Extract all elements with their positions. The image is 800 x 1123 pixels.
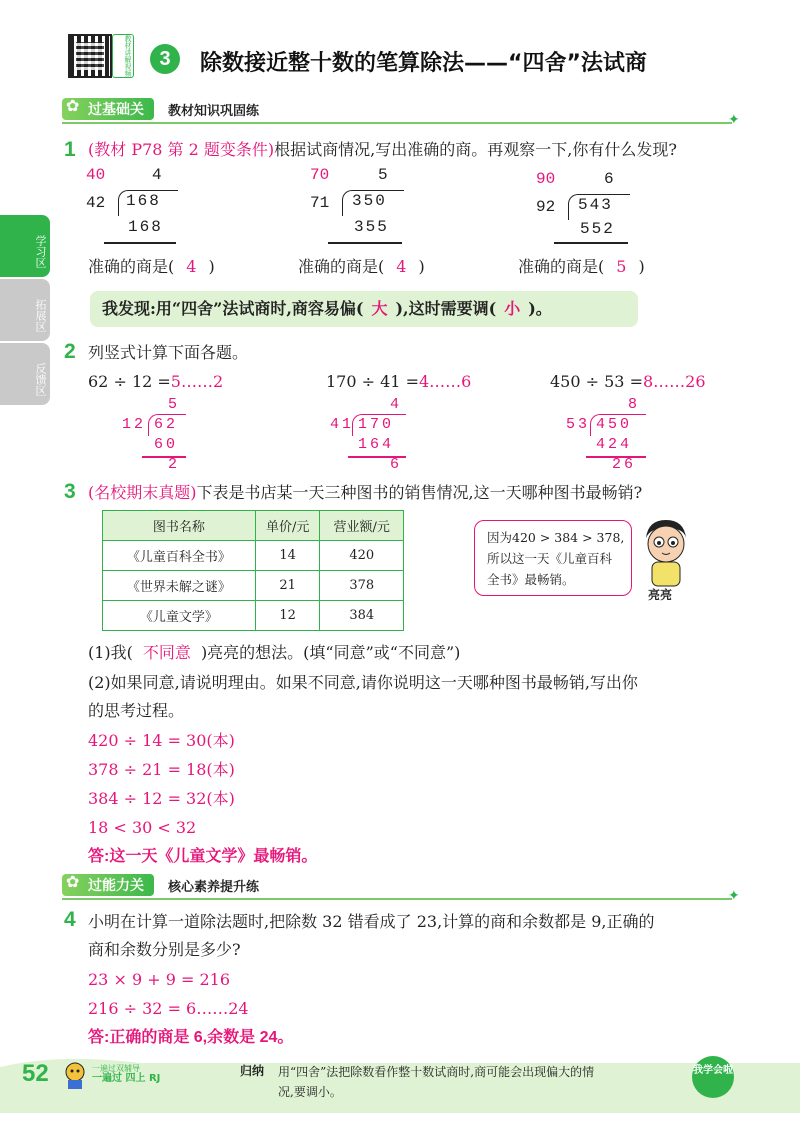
table-header: 单价/元 [255, 511, 320, 541]
q2b-v-quotient: 4 [390, 396, 400, 413]
q2c-v-product: 424 [596, 436, 633, 453]
character-name: 亮亮 [648, 588, 673, 602]
q1a-line [104, 242, 176, 244]
q1a-product: 168 [128, 218, 163, 236]
sales-table [102, 510, 404, 631]
q1-number: 1 [64, 138, 76, 161]
q3-prompt [88, 481, 778, 505]
banner-ability-label: ✿ 过能力关 [62, 874, 154, 896]
q1b-quotient: 5 [378, 166, 388, 184]
q2a-v-divisor: 12 [122, 416, 147, 433]
side-tabs [0, 215, 50, 407]
q1b-answer-line: 准确的商是( 4 ) [298, 257, 425, 276]
q3-source: (名校期末真题) [88, 483, 197, 502]
page-number: 52 [22, 1060, 49, 1087]
side-tab-feedback[interactable]: 反馈区 [0, 343, 50, 405]
q3-part1: (1)我( 不同意 )亮亮的想法。(填“同意”或“不同意”) [88, 643, 461, 662]
side-tab-extension[interactable]: 拓展区 [0, 279, 50, 341]
q1a-trial-divisor: 40 [86, 166, 106, 184]
q1c-product: 552 [580, 220, 615, 238]
table-header: 图书名称 [103, 511, 256, 541]
q1c-dividend: 543 [578, 196, 613, 214]
q1-finding-answer1: 大 [371, 299, 388, 318]
qr-code[interactable] [68, 34, 112, 78]
q3-part1-answer: 不同意 [142, 645, 191, 662]
section-banner-basic [62, 98, 259, 120]
q2a-v-remainder: 2 [168, 456, 178, 473]
q2b-v-product: 164 [358, 436, 395, 453]
q1b-divisor: 71 [310, 194, 330, 212]
book-tag: 一遍过双辅导 一遍过 四上 RJ [92, 1064, 161, 1084]
q1c-line [554, 242, 628, 244]
q1c-divisor: 92 [536, 198, 556, 216]
table-header: 营业额/元 [320, 511, 404, 541]
q1c-answer-line: 准确的商是( 5 ) [518, 257, 645, 276]
q4-answer: 答:正确的商是 6,余数是 24。 [88, 1029, 294, 1046]
q2-number: 2 [64, 340, 76, 363]
q3-work-line: 420 ÷ 14 = 30(本) [88, 731, 235, 750]
q4-work-line: 216 ÷ 32 = 6……24 [88, 999, 249, 1018]
q3-text: 下表是书店某一天三种图书的销售情况,这一天哪种图书最畅销? [196, 483, 643, 502]
banner-ability-subtitle: 核心素养提升练 [168, 879, 260, 895]
boy-character-icon [636, 516, 692, 590]
summary-text: 用“四舍”法把除数看作整十数试商时,商可能会出现偏大的情 况,要调小。 [278, 1065, 595, 1099]
q3-part2-line1: (2)如果同意,请说明理由。如果不同意,请你说明这一天哪种图书最畅销,写出你 [88, 673, 638, 692]
q4-number: 4 [64, 908, 76, 931]
q2b-v-remainder: 6 [390, 456, 400, 473]
side-tab-learning[interactable]: 学习区 [0, 215, 50, 277]
star-icon: ✦ [728, 112, 740, 128]
q1c-trial-divisor: 90 [536, 170, 556, 188]
q1a-dividend: 168 [126, 192, 161, 210]
q1c-quotient: 6 [604, 170, 614, 188]
q1a-quotient: 4 [152, 166, 162, 184]
q3-number: 3 [64, 480, 76, 503]
q1b-product: 355 [354, 218, 389, 236]
q2a-expression: 62 ÷ 12 =5……2 [88, 372, 224, 391]
banner-underline [62, 898, 732, 900]
q3-work-line: 18 < 30 < 32 [88, 818, 197, 837]
q2c-v-dividend: 450 [596, 416, 633, 433]
table-row: 《儿童百科全书》 14 420 [103, 541, 404, 571]
q2-text: 列竖式计算下面各题。 [88, 343, 249, 362]
q2a-v-line [142, 456, 186, 458]
section-number-badge: 3 [150, 44, 180, 74]
q2c-v-quotient: 8 [628, 396, 638, 413]
table-row: 《世界未解之谜》 21 378 [103, 571, 404, 601]
q4-work-line: 23 × 9 + 9 = 216 [88, 970, 230, 989]
q1-finding-answer2: 小 [504, 299, 521, 318]
q1-text: 根据试商情况,写出准确的商。再观察一下,你有什么发现? [274, 140, 677, 159]
q4-text-line1: 小明在计算一道除法题时,把除数 32 错看成了 23,计算的商和余数都是 9,正确的 [88, 912, 655, 931]
section-banner-ability [62, 874, 259, 896]
page-title: 除数接近整十数的笔算除法——“四舍”法试商 [200, 51, 647, 76]
summary-label: 归纳 [240, 1064, 265, 1078]
mascot-icon [62, 1060, 88, 1090]
q3-part2-line2: 的思考过程。 [88, 701, 185, 720]
q2b-expression: 170 ÷ 41 =4……6 [326, 372, 472, 391]
q3-answer: 答:这一天《儿童文学》最畅销。 [88, 848, 318, 865]
banner-underline [62, 122, 732, 124]
banner-basic-label: ✿ 过基础关 [62, 98, 154, 120]
q1b-dividend: 350 [352, 192, 387, 210]
q1b-answer: 4 [396, 257, 407, 276]
q2c-expression: 450 ÷ 53 =8……26 [550, 372, 706, 391]
q1-source: (教材 P78 第 2 题变条件) [88, 140, 275, 159]
q2b-answer: 4……6 [418, 372, 472, 391]
speech-bubble: 因为420 > 384 > 378, 所以这一天《儿童百科 全书》最畅销。 [474, 520, 632, 596]
star-icon: ✦ [728, 888, 740, 904]
q2c-v-divisor: 53 [566, 416, 591, 433]
qr-side-label: 教材讲解视频 [112, 34, 134, 78]
q1b-line [328, 242, 402, 244]
q1-prompt [88, 138, 778, 162]
q1-finding: 我发现:用“四舍”法试商时,商容易偏( 大 ),这时需要调( 小 )。 [102, 299, 552, 318]
q2b-v-dividend: 170 [358, 416, 395, 433]
q2a-answer: 5……2 [170, 372, 224, 391]
learned-logo: 我学会啦 [692, 1056, 734, 1098]
q2a-v-product: 60 [154, 436, 179, 453]
q1b-trial-divisor: 70 [310, 166, 330, 184]
q3-work-line: 384 ÷ 12 = 32(本) [88, 789, 235, 808]
q2c-v-remainder: 26 [612, 456, 637, 473]
q1a-divisor: 42 [86, 194, 106, 212]
q2a-v-dividend: 62 [154, 416, 179, 433]
table-row: 《儿童文学》 12 384 [103, 601, 404, 631]
banner-basic-subtitle: 教材知识巩固练 [168, 103, 260, 119]
q1c-answer: 5 [616, 257, 627, 276]
q2b-v-divisor: 41 [330, 416, 355, 433]
q2c-answer: 8……26 [642, 372, 706, 391]
q4-text-line2: 商和余数分别是多少? [88, 940, 241, 959]
q1a-answer: 4 [186, 257, 197, 276]
q1a-answer-line: 准确的商是( 4 ) [88, 257, 215, 276]
q3-work-line: 378 ÷ 21 = 18(本) [88, 760, 235, 779]
q2a-v-quotient: 5 [168, 396, 178, 413]
